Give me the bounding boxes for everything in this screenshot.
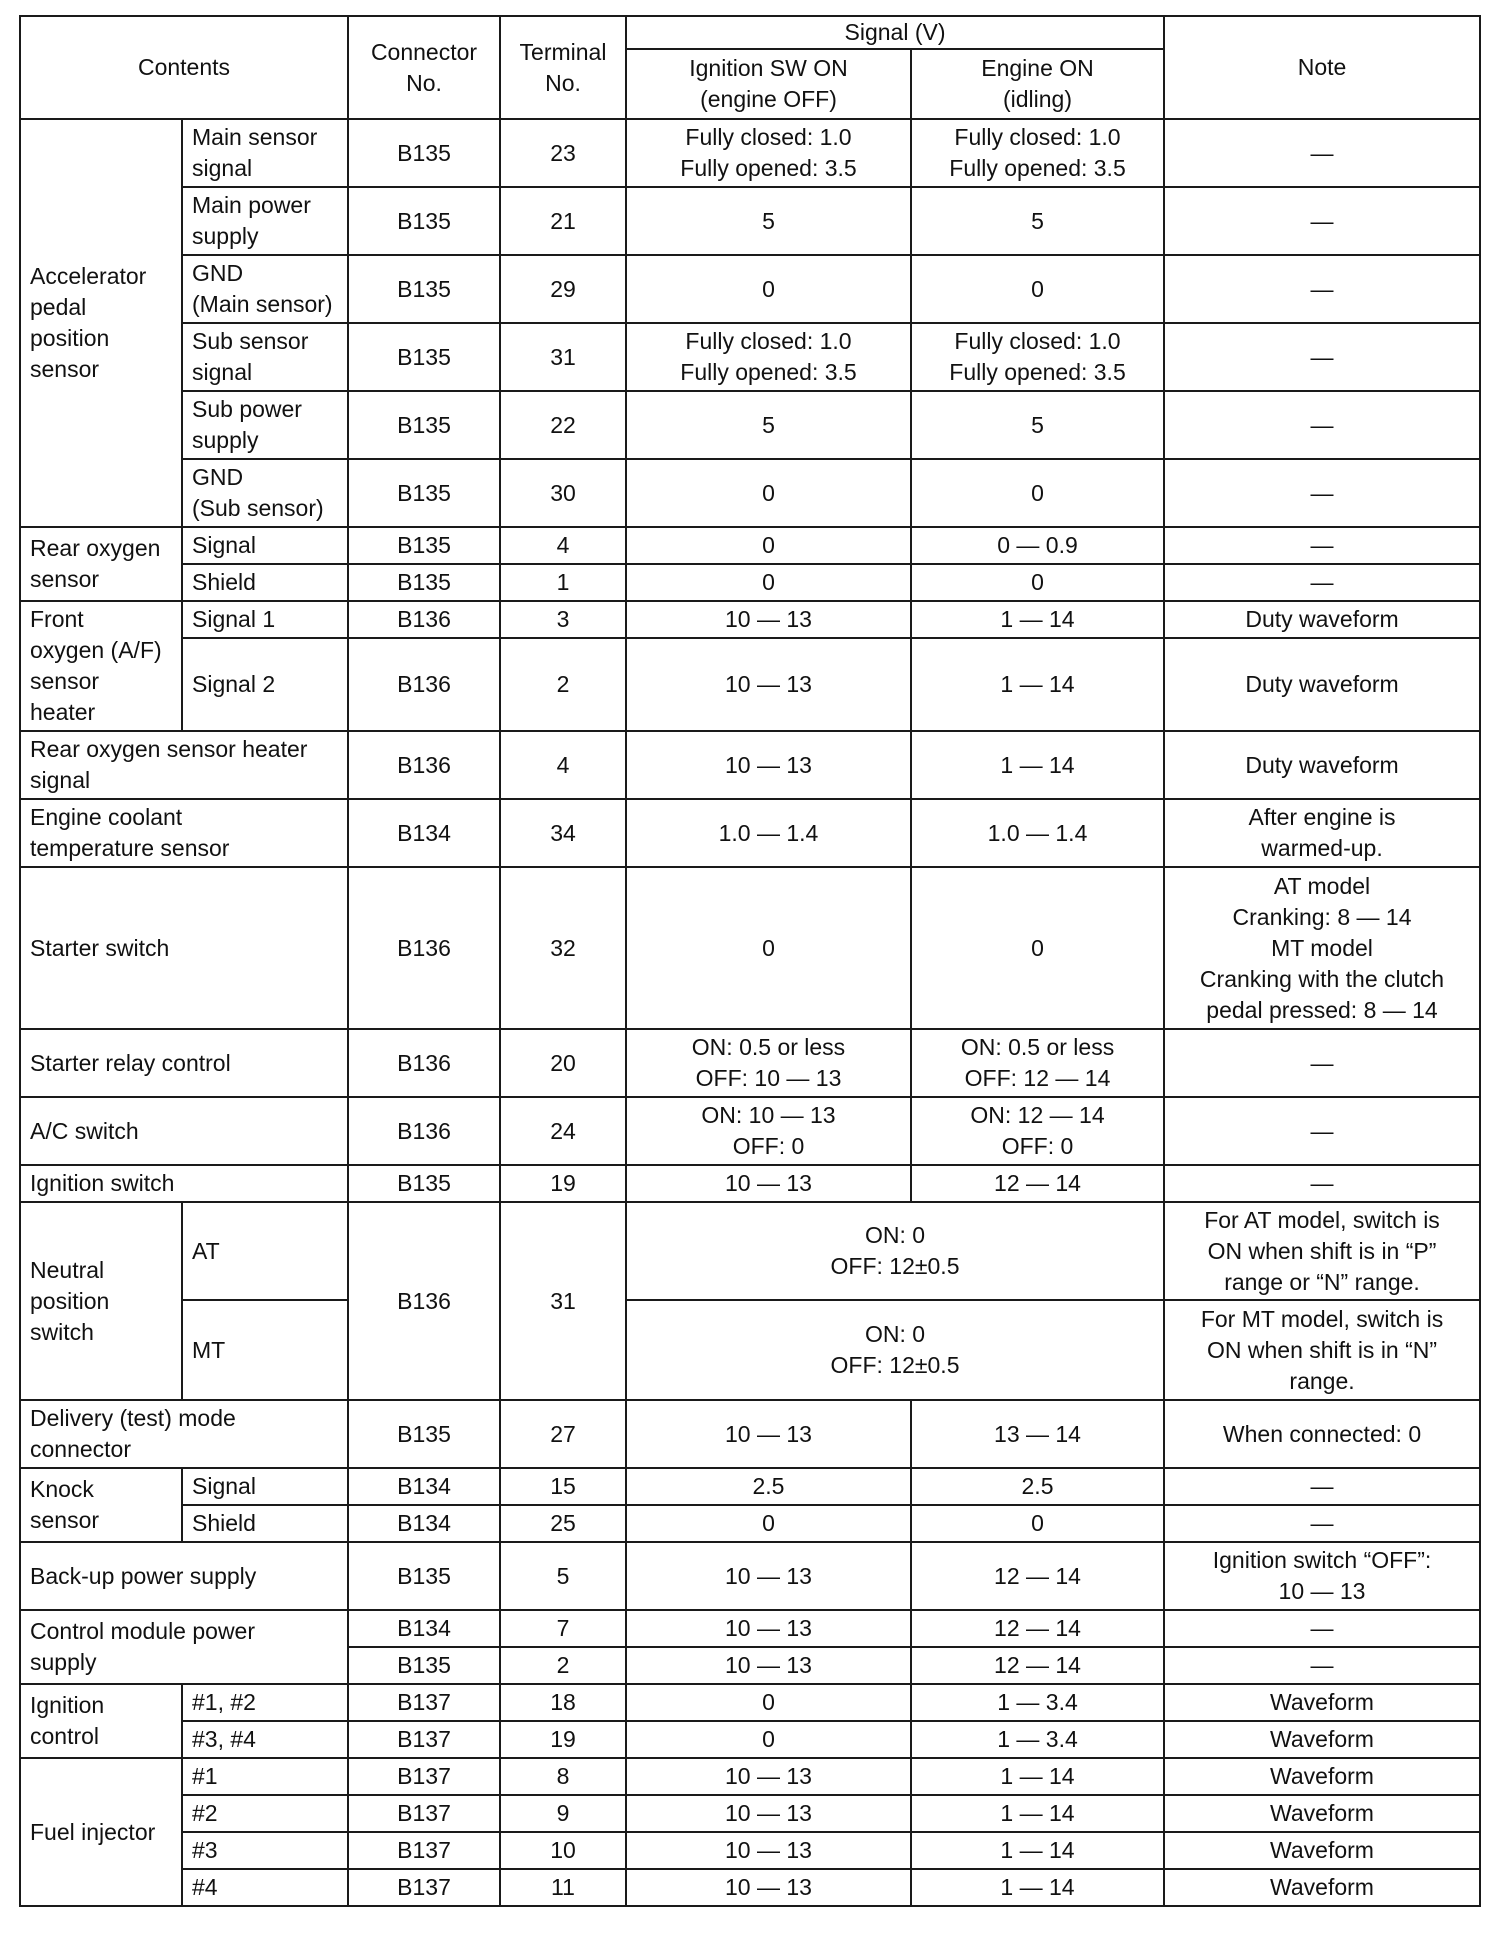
engine-on-cell: ON: 0.5 or less OFF: 12 — 14 [911,1029,1164,1097]
connector-cell: B136 [348,638,500,731]
note-cell: — [1164,1468,1480,1505]
table-row [20,1542,1480,1610]
connector-cell: B136 [348,1202,500,1400]
table-row [20,119,1480,187]
ignition-on-cell: 2.5 [626,1468,911,1505]
connector-cell: B135 [348,1542,500,1610]
terminal-cell: 23 [500,119,626,187]
terminal-cell: 19 [500,1721,626,1758]
note-cell: Ignition switch “OFF”: 10 — 13 [1164,1542,1480,1610]
engine-on-cell: 0 [911,1505,1164,1542]
connector-cell: B135 [348,1400,500,1468]
section-label: Front oxygen (A/F) sensor heater [20,601,182,731]
header-contents: Contents [20,16,348,119]
terminal-cell: 2 [500,1647,626,1684]
table-row [20,187,1480,255]
terminal-cell: 25 [500,1505,626,1542]
table-row [20,1468,1480,1505]
note-cell: — [1164,187,1480,255]
table-row [20,1165,1480,1202]
header-signal: Signal (V) [626,16,1164,49]
item-cell: Sub sensor signal [182,323,348,391]
connector-cell: B134 [348,1468,500,1505]
header-connector: Connector No. [348,16,500,119]
ignition-on-cell: 0 [626,1721,911,1758]
table-row [20,1400,1480,1468]
item-cell: Main power supply [182,187,348,255]
signal-cell: ON: 0 OFF: 12±0.5 [626,1202,1164,1300]
engine-on-cell: 0 [911,459,1164,527]
engine-on-cell: 2.5 [911,1468,1164,1505]
table-row [20,638,1480,731]
terminal-cell: 19 [500,1165,626,1202]
note-cell: — [1164,459,1480,527]
item-cell: Back-up power supply [20,1542,348,1610]
terminal-cell: 30 [500,459,626,527]
item-cell: Starter switch [20,867,348,1029]
item-cell: Signal 1 [182,601,348,638]
terminal-cell: 11 [500,1869,626,1906]
connector-cell: B135 [348,255,500,323]
terminal-cell: 31 [500,323,626,391]
table-row [20,1758,1480,1795]
engine-on-cell: 1 — 3.4 [911,1721,1164,1758]
item-cell: AT [182,1202,348,1300]
table-row [20,459,1480,527]
section-label: Control module power supply [20,1610,348,1684]
ignition-on-cell: 10 — 13 [626,1610,911,1647]
ignition-on-cell: 10 — 13 [626,1869,911,1906]
ignition-on-cell: 0 [626,1505,911,1542]
note-cell: Duty waveform [1164,731,1480,799]
note-cell: Duty waveform [1164,601,1480,638]
engine-on-cell: 0 [911,564,1164,601]
note-cell: After engine is warmed-up. [1164,799,1480,867]
ignition-on-cell: 10 — 13 [626,1647,911,1684]
terminal-cell: 34 [500,799,626,867]
connector-cell: B135 [348,391,500,459]
engine-on-cell: 0 [911,867,1164,1029]
item-cell: GND (Main sensor) [182,255,348,323]
ignition-on-cell: 5 [626,391,911,459]
item-cell: Ignition switch [20,1165,348,1202]
section-label: Neutral position switch [20,1202,182,1400]
note-cell: — [1164,1610,1480,1647]
engine-on-cell: 12 — 14 [911,1165,1164,1202]
terminal-cell: 27 [500,1400,626,1468]
connector-cell: B136 [348,1097,500,1165]
header-row [20,16,1480,49]
note-cell: — [1164,564,1480,601]
header-terminal: Terminal No. [500,16,626,119]
ignition-on-cell: 0 [626,867,911,1029]
item-cell: Signal [182,1468,348,1505]
item-cell: Rear oxygen sensor heater signal [20,731,348,799]
terminal-cell: 18 [500,1684,626,1721]
item-cell: Main sensor signal [182,119,348,187]
table-row [20,1300,1480,1400]
engine-on-cell: 0 — 0.9 [911,527,1164,564]
connector-cell: B136 [348,1029,500,1097]
engine-on-cell: 1 — 14 [911,1758,1164,1795]
connector-cell: B136 [348,731,500,799]
connector-cell: B135 [348,1647,500,1684]
table-row [20,1795,1480,1832]
ignition-on-cell: ON: 10 — 13 OFF: 0 [626,1097,911,1165]
note-cell: — [1164,1165,1480,1202]
note-cell: For AT model, switch is ON when shift is in “P” range or “N” range. [1164,1202,1480,1300]
connector-cell: B135 [348,187,500,255]
note-cell: — [1164,1647,1480,1684]
item-cell: MT [182,1300,348,1400]
table-row [20,1610,1480,1647]
item-cell: Starter relay control [20,1029,348,1097]
connector-cell: B136 [348,867,500,1029]
signal-cell: ON: 0 OFF: 12±0.5 [626,1300,1164,1400]
engine-on-cell: 1.0 — 1.4 [911,799,1164,867]
header-note: Note [1164,16,1480,119]
note-cell: — [1164,323,1480,391]
terminal-cell: 15 [500,1468,626,1505]
item-cell: #3, #4 [182,1721,348,1758]
connector-cell: B135 [348,323,500,391]
terminal-cell: 4 [500,731,626,799]
note-cell: — [1164,255,1480,323]
note-cell: Waveform [1164,1721,1480,1758]
engine-on-cell: 1 — 3.4 [911,1684,1164,1721]
engine-on-cell: 12 — 14 [911,1610,1164,1647]
ignition-on-cell: 0 [626,255,911,323]
connector-cell: B136 [348,601,500,638]
terminal-cell: 31 [500,1202,626,1400]
section-label: Fuel injector [20,1758,182,1906]
note-cell: — [1164,1097,1480,1165]
engine-on-cell: 1 — 14 [911,638,1164,731]
ignition-on-cell: 0 [626,527,911,564]
connector-cell: B135 [348,119,500,187]
note-cell: Waveform [1164,1869,1480,1906]
ignition-on-cell: 1.0 — 1.4 [626,799,911,867]
table-row [20,1202,1480,1300]
note-cell: For MT model, switch is ON when shift is in “N” range. [1164,1300,1480,1400]
item-cell: Signal [182,527,348,564]
terminal-cell: 32 [500,867,626,1029]
terminal-cell: 8 [500,1758,626,1795]
note-cell: Duty waveform [1164,638,1480,731]
engine-on-cell: 5 [911,187,1164,255]
table-row [20,323,1480,391]
terminal-cell: 3 [500,601,626,638]
note-cell: — [1164,1505,1480,1542]
terminal-cell: 1 [500,564,626,601]
terminal-cell: 29 [500,255,626,323]
ignition-on-cell: ON: 0.5 or less OFF: 10 — 13 [626,1029,911,1097]
terminal-cell: 10 [500,1832,626,1869]
item-cell: #4 [182,1869,348,1906]
ecm-signal-table [19,15,1481,1907]
ignition-on-cell: 5 [626,187,911,255]
table-row [20,564,1480,601]
connector-cell: B135 [348,564,500,601]
terminal-cell: 5 [500,1542,626,1610]
ignition-on-cell: 10 — 13 [626,601,911,638]
item-cell: Shield [182,564,348,601]
table-row [20,731,1480,799]
connector-cell: B137 [348,1795,500,1832]
note-cell: AT model Cranking: 8 — 14 MT model Cranking with the clutch pedal pressed: 8 — 14 [1164,867,1480,1029]
engine-on-cell: 1 — 14 [911,601,1164,638]
note-cell: When connected: 0 [1164,1400,1480,1468]
engine-on-cell: Fully closed: 1.0 Fully opened: 3.5 [911,323,1164,391]
engine-on-cell: 1 — 14 [911,1832,1164,1869]
ignition-on-cell: 10 — 13 [626,1795,911,1832]
note-cell: Waveform [1164,1795,1480,1832]
item-cell: #1 [182,1758,348,1795]
note-cell: — [1164,1029,1480,1097]
table-row [20,1029,1480,1097]
connector-cell: B135 [348,459,500,527]
section-label: Rear oxygen sensor [20,527,182,601]
note-cell: Waveform [1164,1758,1480,1795]
item-cell: Delivery (test) mode connector [20,1400,348,1468]
engine-on-cell: 12 — 14 [911,1647,1164,1684]
section-label: Accelerator pedal position sensor [20,119,182,527]
ignition-on-cell: 10 — 13 [626,638,911,731]
ecm-signal-table-page [19,15,1479,1907]
terminal-cell: 7 [500,1610,626,1647]
ignition-on-cell: 10 — 13 [626,1542,911,1610]
ignition-on-cell: Fully closed: 1.0 Fully opened: 3.5 [626,119,911,187]
connector-cell: B135 [348,1165,500,1202]
table-row [20,1832,1480,1869]
terminal-cell: 21 [500,187,626,255]
ignition-on-cell: 0 [626,459,911,527]
engine-on-cell: 1 — 14 [911,731,1164,799]
item-cell: Sub power supply [182,391,348,459]
table-row [20,391,1480,459]
note-cell: — [1164,119,1480,187]
item-cell: #1, #2 [182,1684,348,1721]
terminal-cell: 4 [500,527,626,564]
section-label: Knock sensor [20,1468,182,1542]
table-row [20,1684,1480,1721]
table-row [20,1097,1480,1165]
table-row [20,799,1480,867]
item-cell: Signal 2 [182,638,348,731]
ignition-on-cell: 10 — 13 [626,1832,911,1869]
header-engine-on: Engine ON (idling) [911,49,1164,119]
ignition-on-cell: 10 — 13 [626,1400,911,1468]
connector-cell: B135 [348,527,500,564]
item-cell: Engine coolant temperature sensor [20,799,348,867]
table-row [20,1505,1480,1542]
item-cell: A/C switch [20,1097,348,1165]
table-row [20,1721,1480,1758]
connector-cell: B134 [348,799,500,867]
item-cell: GND (Sub sensor) [182,459,348,527]
ignition-on-cell: Fully closed: 1.0 Fully opened: 3.5 [626,323,911,391]
note-cell: — [1164,527,1480,564]
section-label: Ignition control [20,1684,182,1758]
note-cell: — [1164,391,1480,459]
connector-cell: B134 [348,1610,500,1647]
engine-on-cell: 1 — 14 [911,1869,1164,1906]
connector-cell: B137 [348,1684,500,1721]
note-cell: Waveform [1164,1684,1480,1721]
connector-cell: B137 [348,1832,500,1869]
engine-on-cell: ON: 12 — 14 OFF: 0 [911,1097,1164,1165]
engine-on-cell: 13 — 14 [911,1400,1164,1468]
ignition-on-cell: 10 — 13 [626,1165,911,1202]
terminal-cell: 2 [500,638,626,731]
ignition-on-cell: 10 — 13 [626,731,911,799]
table-row [20,601,1480,638]
item-cell: Shield [182,1505,348,1542]
note-cell: Waveform [1164,1832,1480,1869]
terminal-cell: 22 [500,391,626,459]
table-row [20,527,1480,564]
table-row [20,255,1480,323]
connector-cell: B137 [348,1721,500,1758]
item-cell: #3 [182,1832,348,1869]
terminal-cell: 24 [500,1097,626,1165]
engine-on-cell: 5 [911,391,1164,459]
engine-on-cell: Fully closed: 1.0 Fully opened: 3.5 [911,119,1164,187]
item-cell: #2 [182,1795,348,1832]
ignition-on-cell: 0 [626,564,911,601]
ignition-on-cell: 10 — 13 [626,1758,911,1795]
terminal-cell: 20 [500,1029,626,1097]
connector-cell: B137 [348,1869,500,1906]
connector-cell: B137 [348,1758,500,1795]
table-row [20,1869,1480,1906]
engine-on-cell: 0 [911,255,1164,323]
connector-cell: B134 [348,1505,500,1542]
table-row [20,867,1480,1029]
ignition-on-cell: 0 [626,1684,911,1721]
terminal-cell: 9 [500,1795,626,1832]
header-ignition-on: Ignition SW ON (engine OFF) [626,49,911,119]
engine-on-cell: 1 — 14 [911,1795,1164,1832]
engine-on-cell: 12 — 14 [911,1542,1164,1610]
